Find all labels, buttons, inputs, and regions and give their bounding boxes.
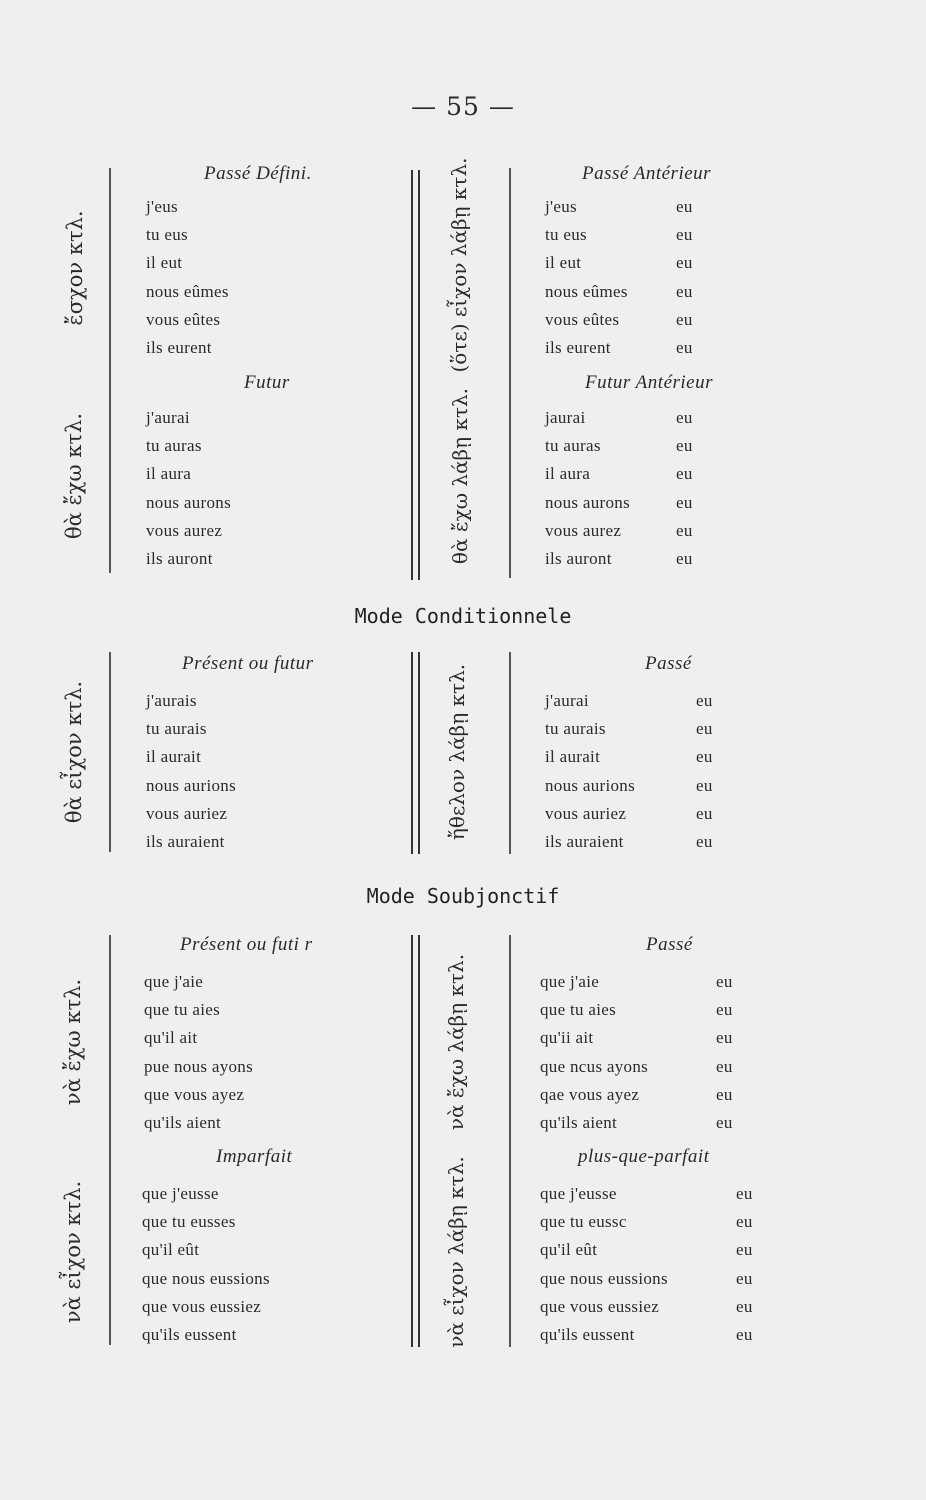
conjugation-line: qu'il ait (144, 1028, 198, 1048)
page-number: — 55 — (411, 92, 515, 121)
conjugation-line: il aura eu (545, 464, 693, 484)
conjugation-line: j'eus eu (545, 197, 693, 216)
double-rule-b-top (418, 170, 420, 580)
conjugation-line: vous aurez eu (545, 520, 693, 540)
right-rule-conditional (509, 652, 511, 854)
conjugation-line: que nous eussions eu (540, 1268, 753, 1288)
conjugation-line: nous aurons eu (545, 492, 693, 512)
conjugation-line: ils auraient (146, 831, 225, 851)
conjugation-line: tu aurais eu (545, 719, 713, 739)
conjugation-line: nous eûmes eu (545, 281, 693, 301)
futur-block (146, 372, 406, 573)
greek-mid-passe-anterieur: (ὅτε) εἶχον λάβῃ κτλ. (447, 157, 471, 373)
double-rule-b-subjunctive (418, 935, 420, 1347)
greek-label-futur: θὰ ἔχω κτλ. (62, 412, 86, 540)
imparfait-title: Imparfait (216, 1146, 293, 1167)
conjugation-line: il aurait eu (545, 747, 713, 767)
conditionnel-present-block (146, 653, 406, 856)
conjugation-line: que j'eusse (142, 1184, 219, 1203)
passe-defini-block (146, 163, 406, 362)
futur-anterieur-title: Futur Antérieur (585, 372, 714, 393)
passe-anterieur-title: Passé Antérieur (582, 163, 712, 184)
greek-label-passe-defini: ἔσχον κτλ. (63, 210, 87, 326)
left-rule-subjunctive (109, 935, 111, 1345)
double-rule-a-subjunctive (411, 935, 413, 1347)
passe-anterieur-block (545, 163, 875, 362)
right-rule-top (509, 168, 511, 578)
conjugation-line: il eut eu (545, 253, 693, 273)
conjugation-line: que vous ayez (144, 1084, 245, 1104)
conjugation-line: ils eurent (146, 337, 212, 357)
conjugation-line: qu'ils aient eu (540, 1112, 733, 1132)
conjugation-line: nous aurions (146, 775, 237, 795)
conjugation-line: j'aurai (146, 408, 190, 427)
conjugation-line: tu eus (146, 225, 188, 245)
conjugation-line: jaurai eu (545, 408, 693, 427)
conjugation-line: tu auras (146, 436, 202, 456)
conjugation-line: qu'il eût eu (540, 1240, 753, 1260)
plus-que-parfait-block (540, 1146, 890, 1349)
subjonctif-passe-block (540, 934, 880, 1137)
double-rule-a-conditional (411, 652, 413, 854)
conjugation-line: qu'ii ait eu (540, 1028, 733, 1048)
conjugation-line: nous eûmes (146, 281, 229, 301)
heading-subjunctive: Mode Soubjonctif (366, 884, 560, 908)
double-rule-b-conditional (418, 652, 420, 854)
conjugation-line: tu aurais (146, 719, 207, 739)
conjugation-line: il aura (146, 464, 192, 484)
futur-title: Futur (244, 372, 290, 393)
greek-mid-conditionnel-passe: ἤθελον λάβῃ κτλ. (445, 663, 469, 841)
left-rule-top (109, 168, 111, 573)
conjugation-line: vous auriez eu (545, 803, 713, 823)
subjonctif-passe-title: Passé (646, 934, 693, 955)
conjugation-line: j'aurais (146, 691, 197, 710)
greek-label-conditionnel: θὰ εἶχον κτλ. (62, 680, 86, 824)
conjugation-line: nous aurions eu (545, 775, 713, 795)
conjugation-line: que vous eussiez eu (540, 1296, 753, 1316)
imparfait-block (142, 1146, 406, 1349)
conjugation-line: qu'ils eussent (142, 1324, 237, 1344)
greek-mid-subj-passe: νὰ ἔχω λάβῃ κτλ. (444, 953, 468, 1131)
conditionnel-passe-title: Passé (645, 653, 692, 674)
conjugation-line: que j'aie eu (540, 972, 733, 991)
subjonctif-present-block (144, 934, 406, 1137)
conjugation-line: qae vous ayez eu (540, 1084, 733, 1104)
conjugation-line: il aurait (146, 747, 202, 767)
passe-defini-title: Passé Défini. (204, 163, 312, 184)
conjugation-line: que ncus ayons eu (540, 1056, 733, 1076)
futur-anterieur-block (545, 372, 875, 573)
conjugation-line: que j'eusse eu (540, 1184, 753, 1203)
greek-mid-plus-que-parfait: νὰ εἶχον λάβῃ κτλ. (444, 1156, 468, 1348)
conjugation-line: que vous eussiez (142, 1296, 262, 1316)
subjonctif-present-title: Présent ou futi r (180, 934, 313, 955)
conjugation-line: j'eus (146, 197, 178, 216)
conditionnel-present-title: Présent ou futur (182, 653, 314, 674)
conjugation-line: nous aurons (146, 492, 231, 512)
conjugation-line: qu'ils eussent eu (540, 1324, 753, 1344)
conjugation-line: vous eûtes (146, 309, 221, 329)
double-rule-a-top (411, 170, 413, 580)
left-rule-conditional (109, 652, 111, 852)
conjugation-line: que j'aie (144, 972, 204, 991)
greek-label-subj-present: νὰ ἔχω κτλ. (61, 978, 85, 1106)
conjugation-line: que tu eussc eu (540, 1212, 753, 1232)
conjugation-line: que tu aies (144, 1000, 220, 1020)
conjugation-line: tu auras eu (545, 436, 693, 456)
conjugation-line: pue nous ayons (144, 1056, 254, 1076)
plus-que-parfait-title: plus-que-parfait (578, 1146, 710, 1167)
heading-conditional: Mode Conditionnele (354, 604, 572, 628)
conjugation-line: que tu eusses (142, 1212, 236, 1232)
conjugation-line: ils auraient eu (545, 831, 713, 851)
conjugation-line: que tu aies eu (540, 1000, 733, 1020)
conjugation-line: ils auront (146, 548, 213, 568)
conjugation-line: j'aurai eu (545, 691, 713, 710)
greek-label-imparfait: νὰ εἶχον κτλ. (61, 1180, 85, 1324)
conjugation-line: vous aurez (146, 520, 223, 540)
conjugation-line: vous eûtes eu (545, 309, 693, 329)
conjugation-line: qu'il eût (142, 1240, 200, 1260)
conjugation-line: vous auriez (146, 803, 228, 823)
conditionnel-passe-block (545, 653, 875, 856)
conjugation-line: qu'ils aient (144, 1112, 222, 1132)
greek-mid-futur-anterieur: θὰ ἔχω λάβῃ κτλ. (448, 387, 472, 565)
conjugation-line: que nous eussions (142, 1268, 270, 1288)
conjugation-line: tu eus eu (545, 225, 693, 245)
conjugation-line: il eut (146, 253, 183, 273)
right-rule-subjunctive (509, 935, 511, 1347)
conjugation-line: ils eurent eu (545, 337, 693, 357)
conjugation-line: ils auront eu (545, 548, 693, 568)
